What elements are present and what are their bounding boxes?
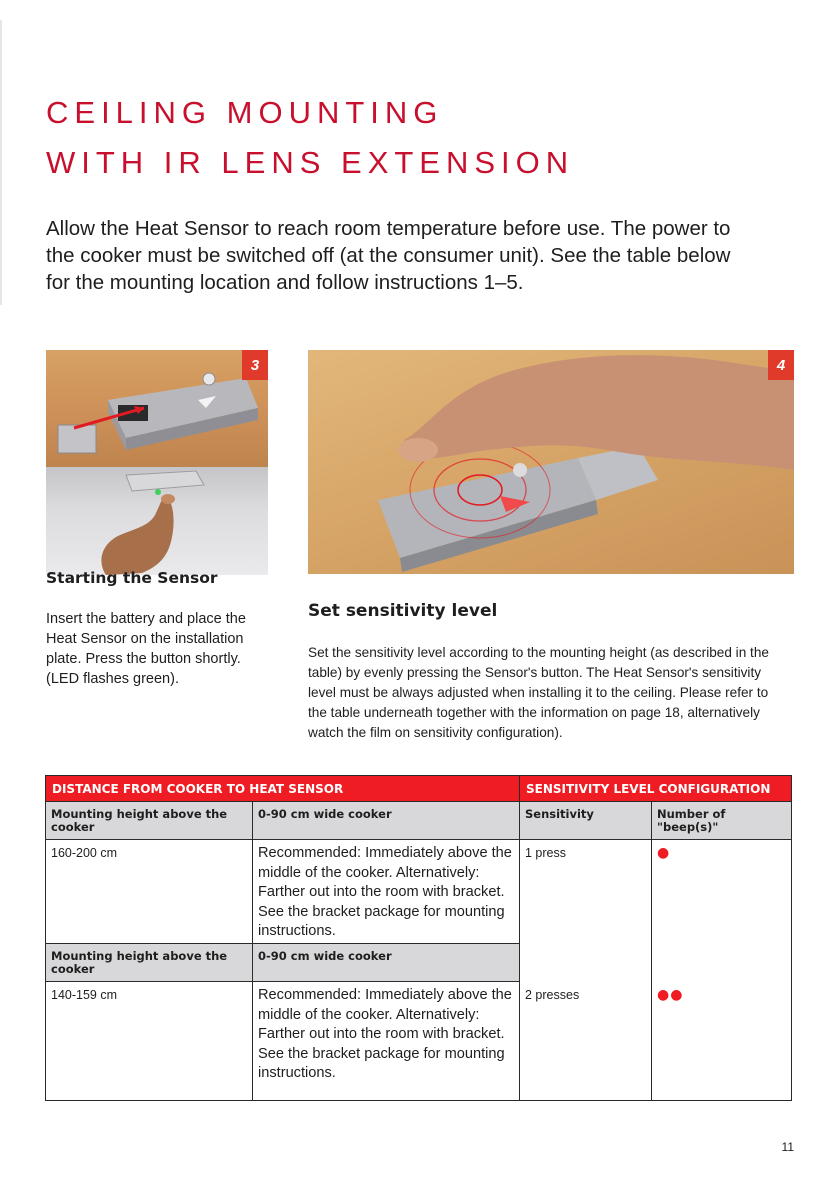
col-header-cooker-width-2: 0-90 cm wide cooker [252,943,519,981]
table-border-right [791,775,792,1101]
press-button-illustration [46,467,268,575]
step-4-text: Set the sensitivity level according to the mounting height (as described in the table) by evenly pressing the Sensor's button. The Heat Sensor's sensitivity level must be always adjusted when installing it to the ceiling. Please refer to the table underneath together with the information on page 18, alternatively watch the film on sensitivity configuration). [308,645,769,740]
table-rule-2 [45,839,792,840]
step-4-image [308,350,794,574]
page-title [46,88,574,188]
col-header-cooker-width: 0-90 cm wide cooker [252,801,519,839]
table-rule-4 [45,981,519,982]
table-border-left [45,775,46,1101]
col-header-mounting-height-2: Mounting height above the cooker [45,943,252,981]
table-row-1-height: 160-200 cm [51,846,118,860]
table-border-bottom [45,1100,792,1101]
step-3-image-press [46,467,268,575]
step-3-text: Insert the battery and place the Heat Sensor on the installation plate. Press the button shortly. (LED flashes green). [46,611,246,687]
page-number: 11 [781,1140,794,1154]
title-line-1: CEILING MOUNTING [46,95,444,130]
step-3-image-battery [46,350,268,467]
step-4-badge: 4 [768,350,794,380]
step-3-heading: Starting the Sensor [46,569,218,587]
table-border-top [45,775,792,776]
table-row-2-recommendation: Recommended: Immediately above the middle of the cooker. Alternatively: Farther out into the room with bracket. See the bracket package for mounting instructions. [258,987,512,1081]
table-col-rule-1 [252,801,253,1101]
table-row-2-beeps: ●● [657,987,684,1003]
table-header-sensitivity-config: SENSITIVITY LEVEL CONFIGURATION [519,775,792,801]
table-header-distance: DISTANCE FROM COOKER TO HEAT SENSOR [52,782,344,796]
table-col-rule-3 [651,801,652,1101]
table-row-2-sensitivity: 2 presses [525,988,580,1002]
step-3-badge: 3 [242,350,268,380]
table-row-1-beeps: ● [657,845,671,861]
col-header-sensitivity: Sensitivity [519,801,651,839]
table-row-2-height: 140-159 cm [51,988,118,1002]
sensitivity-press-illustration [308,350,794,574]
table-row-1-recommendation: Recommended: Immediately above the middle of the cooker. Alternatively: Farther out into the room with bracket. See the bracket package for mounting instructions. [258,845,512,939]
battery-insert-illustration [46,350,268,467]
table-col-rule-2 [519,775,520,1101]
title-line-2: WITH IR LENS EXTENSION [46,145,575,180]
table-rule-1 [45,801,792,802]
step-4-heading: Set sensitivity level [308,601,498,621]
margin-rule [0,20,2,305]
intro-paragraph: Allow the Heat Sensor to reach room temperature before use. The power to the cooker must be switched off (at the consumer unit). See the table below for the mounting location and follow instructions 1–5. [46,217,731,294]
col-header-beeps: Number of "beep(s)" [651,801,792,839]
sensitivity-table [45,775,792,1101]
table-row-1-sensitivity: 1 press [525,846,566,860]
col-header-mounting-height: Mounting height above the cooker [45,801,252,839]
table-rule-3 [45,943,519,944]
